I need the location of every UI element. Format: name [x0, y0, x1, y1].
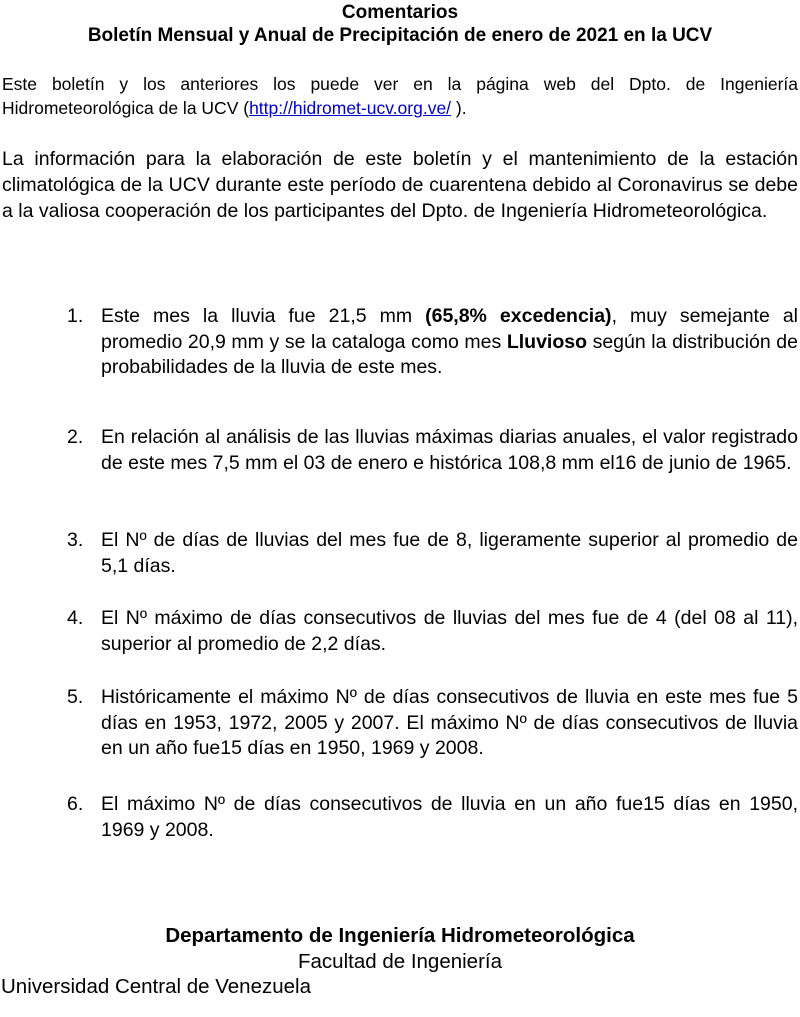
- intro-paragraph: [2, 72, 798, 120]
- list-item-number: 4.: [67, 607, 84, 629]
- website-link[interactable]: http://hidromet-ucv.org.ve/: [249, 98, 452, 118]
- list-item-text: Históricamente el máximo Nº de días consecutivos de lluvia en este mes fue 5 días en 1953, 1972, 2005 y 2007. El máximo Nº de días consecutivos de lluvia en un año fue15 días en 1950, 1969 y 2008.: [101, 686, 798, 759]
- list-item-text: El Nº de días de lluvias del mes fue de 8, ligeramente superior al promedio de 5,1 días.: [101, 529, 798, 577]
- intro-text: Este boletín y los anteriores los puede ver en la página web del Dpto. de Ingeniería Hidrometeorológica de la UCV (: [2, 74, 798, 118]
- list-item-text: El máximo Nº de días consecutivos de lluvia en un año fue15 días en 1950, 1969 y 2008.: [101, 793, 798, 841]
- university-name: Universidad Central de Venezuela: [1, 975, 311, 998]
- list-item-text: El Nº máximo de días consecutivos de lluvias del mes fue de 4 (del 08 al 11), superior al promedio de 2,2 días.: [101, 607, 798, 655]
- category-highlight: Lluvioso: [506, 330, 587, 353]
- department-name: Departamento de Ingeniería Hidrometeorológica: [165, 924, 635, 947]
- list-item-number: 2.: [67, 426, 84, 448]
- list-item-number: 5.: [67, 686, 84, 708]
- list-item-number: 3.: [67, 529, 84, 551]
- list-item-text: En relación al análisis de las lluvias máximas diarias anuales, el valor registrado de este mes 7,5 mm el 03 de enero e histórica 108,8 mm el16 de junio de 1965.: [101, 426, 798, 474]
- cooperation-paragraph: La información para la elaboración de este boletín y el mantenimiento de la estación climatológica de la UCV durante este período de cuarentena debido al Coronavirus se debe a la valiosa cooperación de los participantes del Dpto. de Ingeniería Hidrometeorológica.: [2, 148, 798, 222]
- list-item-text: Este mes la lluvia fue 21,5 mm (65,8% excedencia), muy semejante al promedio 20,9 mm y se la cataloga como mes Lluvioso según la distribución de probabilidades de la lluvia de este mes.: [101, 305, 798, 378]
- document-subtitle: Boletín Mensual y Anual de Precipitación de enero de 2021 en la UCV: [87, 25, 713, 46]
- faculty-name: Facultad de Ingeniería: [298, 950, 502, 973]
- document-title: Comentarios: [341, 2, 459, 23]
- list-item-number: 6.: [67, 793, 84, 815]
- excedencia-highlight: (65,8% excedencia): [425, 305, 612, 327]
- list-item-number: 1.: [67, 305, 84, 327]
- intro-text-end: ).: [451, 98, 467, 118]
